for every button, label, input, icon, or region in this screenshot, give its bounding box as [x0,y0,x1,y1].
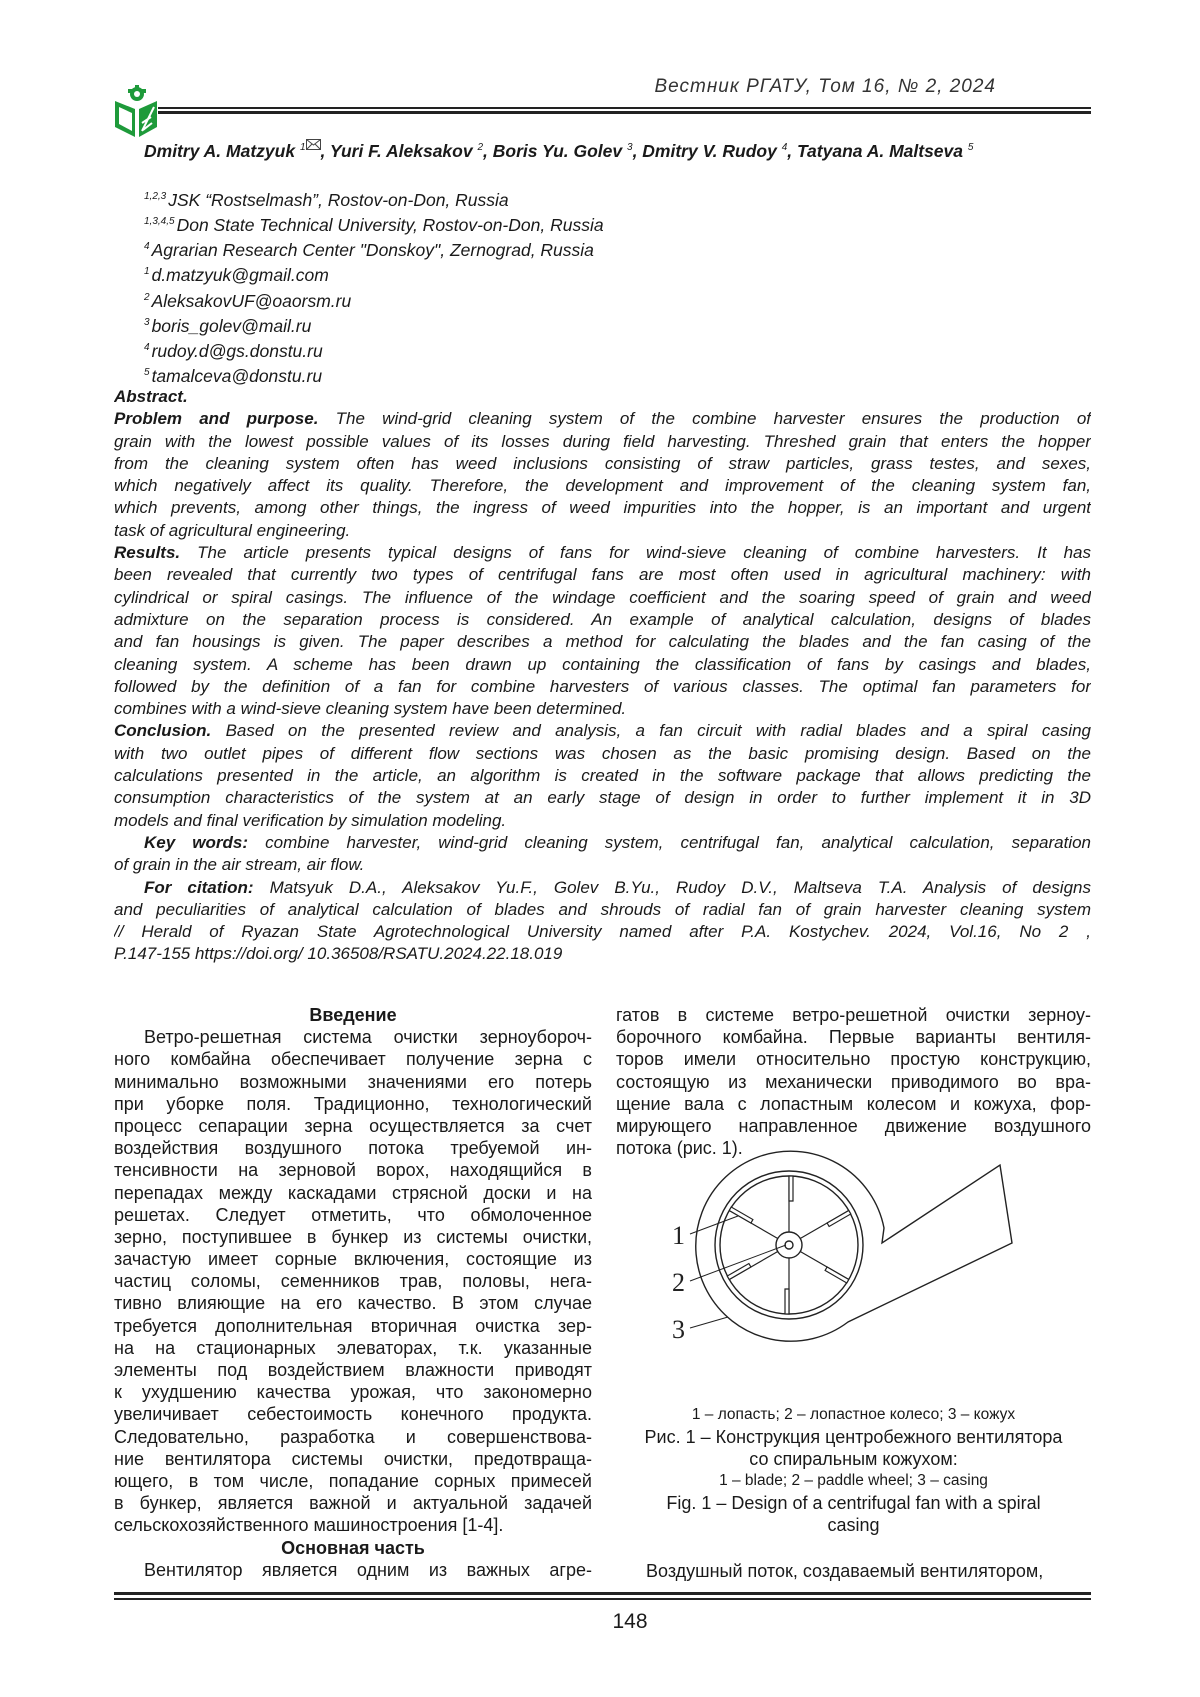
abstract-line [114,854,1091,876]
abstract-text: combine harvester, wind-grid cleaning system, centrifugal fan, analytical calculation, separation [265,832,1091,852]
abstract-line [114,453,1091,475]
left-column [114,1004,592,1581]
abstract-text: combines with a wind-sieve cleaning system have been determined. [114,699,627,719]
abstract-text: which prevents, among other things, the ingress of weed impurities into the hopper, is an important and urgent [114,498,1091,518]
abstract-lead: Problem and purpose. [114,409,319,429]
fan-blade [785,1289,789,1314]
affiliation-sup: 1,3,4,5 [144,216,175,228]
abstract-text: models and final verification by simulation modeling. [114,810,507,830]
shaft [785,1241,793,1249]
abstract-text: The article presents typical designs of fans for wind-sieve cleaning of combine harvesters. It has [197,543,1091,563]
body-text-line: ющего, в том числе, попадание сорных примесей [114,1470,592,1491]
abstract-line [114,743,1091,765]
abstract-text: task of agricultural engineering. [114,520,351,540]
affiliation-text: tamalceva@donstu.ru [151,365,323,386]
abstract-line [114,832,1091,854]
body-text-line: при уборке поля. Традиционно, технологический [114,1093,592,1114]
abstract-line [114,698,1091,720]
section-heading: Введение [309,1005,397,1025]
fan-blade [827,1211,851,1227]
abstract-text: admixture on the separation process is considered. An example of analytical calculation, designs of blades [114,609,1091,629]
abstract-line [114,609,1091,631]
body-text-line: Ветро-решетная система очистки зерноубороч- [144,1027,592,1048]
abstract-line [114,676,1091,698]
body-text-line: Следовательно, разработка и совершенствова- [114,1426,592,1447]
abstract-line [114,386,1091,408]
body-text-line: к ухудшению качества урожая, что закономерно [114,1382,592,1403]
author: Dmitry V. Rudoy $^4$ [642,141,788,161]
abstract-text: Matsyuk D.A., Aleksakov Yu.F., Golev B.Yu., Rudoy D.V., Maltseva T.A. Analysis of designs [269,877,1091,897]
affiliation-line [144,236,604,261]
abstract-text: consumption characteristics of the system at an early stage of design in order to further implement it in 3D [114,788,1091,808]
abstract-text: and fan housings is given. The paper describes a method for calculating the blades and the fan casing of the [114,632,1091,652]
body-text-line: щение вала с лопастным колесом и кожуха, фор- [616,1093,1091,1114]
body-text-line: тенсивности на зерновой ворох, находящийся в [114,1160,592,1181]
body-text-line: увеличивает себестоимость конечного продукта. [114,1404,592,1425]
abstract-line [114,631,1091,653]
figure-label-1: 1 [672,1221,685,1250]
fan-blade [825,1267,849,1283]
abstract-line [114,431,1091,453]
affiliation-line [144,337,604,362]
abstract-line [114,475,1091,497]
hub [776,1232,802,1258]
affiliation-text: JSK “Rostselmash”, Rostov-on-Don, Russia [168,189,509,210]
abstract-text: grain with the lowest possible values of its losses during field harvesting. Threshed grain that enters the hopper [114,431,1091,451]
body-text-line: в бункер, является важной и актуальной задачей [114,1493,592,1514]
abstract-text: of grain in the air stream, air flow. [114,855,365,875]
abstract-lead: Key words: [144,832,249,852]
footer-rule [114,1592,1091,1600]
body-text-line: зерно, поступившее в бункер из системы очистки, [114,1226,592,1247]
affiliation-line [144,261,604,286]
affiliations [144,186,604,387]
right-column [616,1004,1091,1159]
body-text-line: минимально возможными значениями его потерь [114,1071,592,1092]
affiliation-sup: 4 [144,241,150,253]
journal-logo [113,85,159,139]
abstract-text: calculations presented in the article, an algorithm is created in the software package that allows predicting the [114,766,1091,786]
abstract-lead: Results. [114,543,181,563]
body-text-line: перепадах между каскадами стрясной доски и на [114,1182,592,1203]
abstract-text: Based on the presented review and analysis, a fan circuit with radial blades and a spiral casing [225,721,1091,741]
abstract-line [114,408,1091,430]
body-text-line: зачастую имеет сорные включения, состоящие из [114,1249,592,1270]
abstract-lead: Conclusion. [114,721,212,741]
header-rule [158,107,1091,114]
body-text-line: на на стационарных элеваторах, т.к. указанные [114,1337,592,1358]
body-text-line: решетах. Следует отметить, что обмолоченное [114,1204,592,1225]
affiliation-line [144,362,604,387]
body-text-line: элементы под воздействием влажности приводят [114,1360,592,1380]
body-text-continued: Воздушный поток, создаваемый вентилятором, [646,1561,1044,1581]
affiliation-sup: 3 [144,316,150,328]
caption-line: Fig. 1 – Design of a centrifugal fan with a spiral [666,1493,1041,1513]
body-text-line: мирующего направленное движение воздушного [616,1115,1091,1136]
caption-line: Рис. 1 – Конструкция центробежного вентилятора [644,1427,1063,1447]
abstract-line [114,877,1091,899]
abstract-line [114,542,1091,564]
caption-line: 1 – лопасть; 2 – лопастное колесо; 3 – кожух [691,1406,1016,1423]
page-number: 148 [612,1610,648,1633]
author: Dmitry A. Matzyuk $^1$ [144,141,306,161]
body-text-line: гатов в системе ветро-решетной очистки зерноу- [616,1005,1091,1025]
body-text-line: борочного комбайна. Первые варианты вентиля- [616,1027,1091,1048]
author: Tatyana A. Maltseva $^5$ [797,141,974,161]
affiliation-sup: 1 [144,266,150,278]
abstract-line [114,520,1091,542]
abstract-lead: For citation: [144,877,254,897]
affiliation-text: d.matzyuk@gmail.com [151,265,329,286]
abstract-text: followed by the definition of a fan for combine harvesters of various classes. The optimal fan parameters for [114,676,1091,696]
body-text-line: сельскохозяйственного машиностроения [1-4]. [114,1515,504,1536]
author: Yuri F. Aleksakov $^2$ [329,141,484,161]
affiliation-text: AleksakovUF@oaorsm.ru [151,290,352,311]
abstract-text: cylindrical or spiral casings. The influence of the windage coefficient and the soaring speed of grain and weed [114,587,1091,607]
body-text-line: требуется дополнительная вторичная очистка зер- [114,1315,592,1336]
fan-casing [696,1151,1012,1341]
abstract-line [114,654,1091,676]
abstract-text: The wind-grid cleaning system of the combine harvester ensures the production of [335,409,1091,429]
abstract-line [114,587,1091,609]
body-text-line: торов имели относительно простую конструкцию, [616,1049,1091,1070]
abstract-text: which negatively affect its quality. Therefore, the development and improvement of the cleaning system fan, [114,476,1091,496]
affiliation-line [144,312,604,337]
figure-fan-diagram [660,1140,1040,1360]
abstract-lead: Abstract. [114,387,188,406]
fan-blade [789,1176,793,1201]
body-text-line: ного комбайна обеспечивает получение зерна с [114,1049,592,1070]
abstract-text: P.147-155 https://doi.org/ 10.36508/RSATU.2024.22.18.019 [114,944,563,964]
figure-label-2: 2 [672,1268,685,1297]
abstract-text: with two outlet pipes of different flow sections was chosen as the basic promising design. Based on the [114,743,1091,763]
abstract-line [114,899,1091,921]
abstract-line [114,497,1091,519]
affiliation-line [144,186,604,211]
affiliation-sup: 4 [144,341,150,353]
section-heading: Основная часть [281,1537,425,1558]
abstract-line [114,810,1091,832]
abstract-line [114,943,1091,965]
body-text-line: частиц соломы, семенников трав, половы, нега- [114,1271,592,1292]
abstract-line [114,765,1091,787]
affiliation-sup: 2 [144,291,150,303]
abstract-line [114,720,1091,742]
caption-line: casing [827,1515,880,1535]
abstract-text: been revealed that currently two types of centrifugal fans are most often used in agricultural machinery: with [114,565,1091,585]
caption-line: со спиральным кожухом: [749,1449,958,1469]
abstract-text: cleaning system. A scheme has been drawn up containing the classification of fans by casings and blades, [114,654,1091,674]
body-text-line: Вентилятор является одним из важных агре- [144,1559,592,1580]
author: Boris Yu. Golev $^3$ [492,141,633,161]
abstract-text: from the cleaning system often has weed inclusions consisting of straw particles, grass testes, and sexes, [114,453,1091,473]
body-text-line: состоящую из механически приводимого во вра- [616,1071,1091,1092]
caption-line: 1 – blade; 2 – paddle wheel; 3 – casing [719,1472,988,1489]
abstract-line [114,564,1091,586]
figure-caption [616,1404,1091,1536]
affiliation-text: boris_golev@mail.ru [151,315,312,336]
body-text-line: ние вентилятора системы очистки, предотвраща- [114,1448,592,1469]
journal-header: Вестник РГАТУ, Том 16, № 2, 2024 [654,76,996,97]
authors-line: Dmitry A. Matzyuk $^1$ , Yuri F. Aleksakov $^2$, Boris Yu. Golev $^3$, Dmitry V. Rudoy $^4$, Tatyana A. Maltseva $^5$ [144,141,974,161]
affiliation-line [144,287,604,312]
affiliation-text: rudoy.d@gs.donstu.ru [151,340,323,361]
body-text-line: воздействия воздушного потока требуемой ин- [114,1138,592,1159]
affiliation-sup: 1,2,3 [144,191,167,202]
affiliation-sup: 5 [144,366,150,378]
affiliation-text: Agrarian Research Center "Donskoy", Zernograd, Russia [151,240,594,261]
abstract [114,386,1091,966]
affiliation-text: Don State Technical University, Rostov-on-Don, Russia [176,214,604,235]
affiliation-line [144,211,604,236]
fan-blade [729,1207,753,1223]
figure-label-3: 3 [672,1315,685,1344]
abstract-text: and peculiarities of analytical calculation of blades and shrouds of radial fan of grain harvester cleaning system [114,899,1091,919]
body-text-line: процесс сепарации зерна осуществляется за счет [114,1115,592,1136]
envelope-icon [306,139,321,150]
body-text-line: потока (рис. 1). [616,1138,743,1159]
abstract-line [114,787,1091,809]
body-text-line: тивно влияющие на его качество. В этом случае [114,1293,592,1314]
abstract-line [114,921,1091,943]
abstract-text: // Herald of Ryazan State Agrotechnological University named after P.A. Kostychev. 2024, Vol.16, No 2 , [114,922,1091,942]
